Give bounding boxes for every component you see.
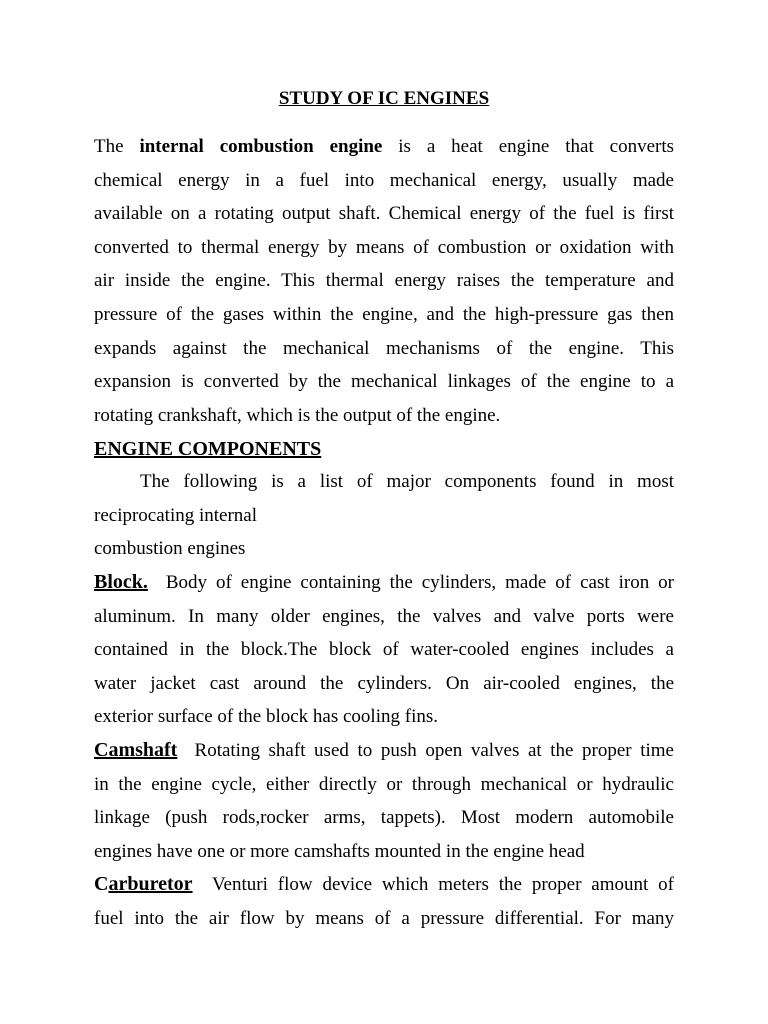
intro-line-1 (94, 130, 674, 164)
components-intro-paragraph (94, 465, 674, 566)
intro-line-2: chemical energy in a fuel into mechanical energy, usually made (94, 169, 674, 191)
intro-line-3: available on a rotating output shaft. Chemical energy of the fuel is first (94, 203, 674, 225)
carburetor-term-rest: arburetor (108, 873, 193, 895)
block-term: Block. (94, 571, 148, 593)
intro-line-9: rotating crankshaft, which is the output of the engine. (94, 404, 501, 426)
camshaft-line-1 (94, 734, 674, 768)
camshaft-paragraph (94, 734, 674, 868)
block-line-2: aluminum. In many older engines, the valves and valve ports were (94, 605, 674, 627)
intro-line-8: expansion is converted by the mechanical linkages of the engine to a (94, 371, 674, 393)
carburetor-term-initial: C (94, 873, 109, 895)
carburetor-line-2: fuel into the air flow by means of a pressure differential. For many (94, 907, 674, 929)
camshaft-text-1: Rotating shaft used to push open valves at the proper time (194, 740, 674, 761)
document-title: STUDY OF IC ENGINES (278, 88, 490, 109)
carburetor-paragraph (94, 868, 674, 935)
carburetor-line-1 (94, 868, 674, 902)
components-heading: ENGINE COMPONENTS (94, 438, 322, 460)
camshaft-term: Camshaft (94, 739, 178, 761)
intro-lead: The (94, 136, 124, 157)
components-intro-line-3: combustion engines (94, 538, 246, 560)
intro-line-7: expands against the mechanical mechanisms of the engine. This (94, 337, 674, 359)
intro-line-6: pressure of the gases within the engine, and the high-pressure gas then (94, 303, 674, 325)
block-line-1 (94, 566, 674, 600)
intro-term: internal combustion engine (139, 136, 383, 157)
components-intro-line-2: reciprocating internal (94, 504, 258, 526)
carburetor-text-1: Venturi flow device which meters the proper amount of (211, 874, 674, 895)
intro-paragraph (94, 130, 674, 432)
block-line-3: contained in the block.The block of water-cooled engines includes a (94, 639, 674, 661)
block-text-1: Body of engine containing the cylinders, made of cast iron or (165, 572, 674, 593)
components-intro-line-1: The following is a list of major components found in most (140, 471, 674, 492)
intro-text-1: is a heat engine that converts (398, 136, 675, 157)
camshaft-line-3: linkage (push rods,rocker arms, tappets). Most modern automobile (94, 807, 674, 829)
camshaft-line-4: engines have one or more camshafts mounted in the engine head (94, 840, 585, 862)
block-line-5: exterior surface of the block has cooling fins. (94, 706, 438, 728)
intro-line-5: air inside the engine. This thermal energy raises the temperature and (94, 270, 674, 292)
block-paragraph (94, 566, 674, 734)
block-line-4: water jacket cast around the cylinders. On air-cooled engines, the (94, 672, 674, 694)
intro-line-4: converted to thermal energy by means of combustion or oxidation with (94, 236, 674, 258)
camshaft-line-2: in the engine cycle, either directly or through mechanical or hydraulic (94, 773, 674, 795)
